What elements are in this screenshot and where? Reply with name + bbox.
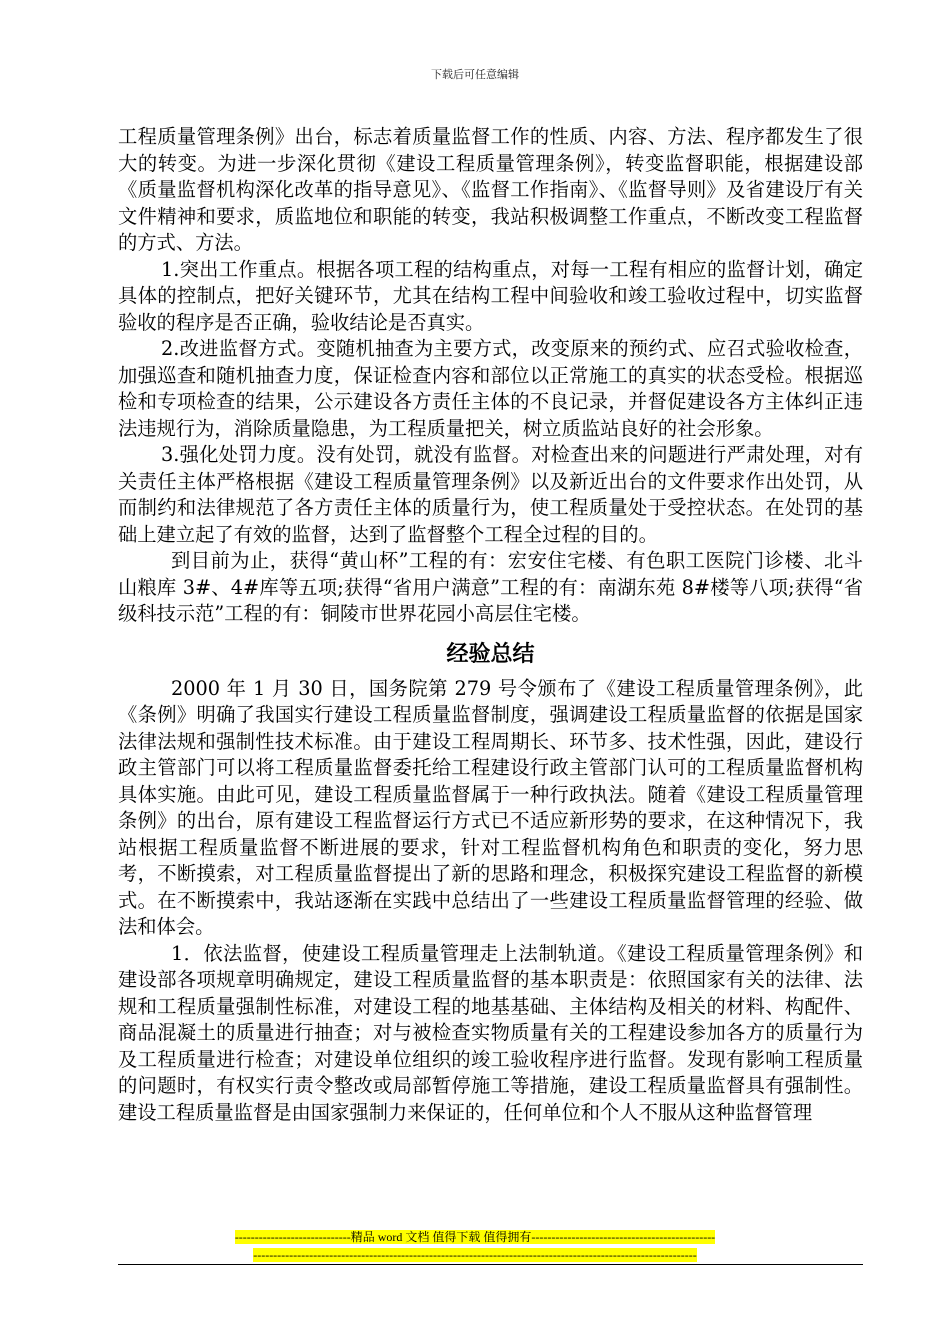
- document-body: [118, 124, 863, 1126]
- footer-rule: [118, 1264, 863, 1265]
- list-item-focus: 1.突出工作重点。根据各项工程的结构重点，对每一工程有相应的监督计划，确定具体的控制点，把好关键环节，尤其在结构工程中间验收和竣工验收过程中，切实监督验收的程序是否正确，验收结论是否真实。: [118, 257, 863, 334]
- list-item-penalty: 3.强化处罚力度。没有处罚，就没有监督。对检查出来的问题进行严肃处理，对有关责任主体严格根据《建设工程质量管理条例》以及新近出台的文件要求作出处罚，从而制约和法律规范了各方责任主体的质量行为，使工程质量处于受控状态。在处罚的基础上建立起了有效的监督，达到了监督整个工程全过程的目的。: [118, 443, 863, 546]
- section-heading: 经验总结: [446, 641, 535, 667]
- page-header-note: 下载后可任意编辑: [431, 68, 519, 81]
- footer-dash-line: ---------------------------------------------------------------------------------------------------------------: [253, 1248, 697, 1262]
- awards-paragraph: 到目前为止，获得“黄山杯”工程的有：宏安住宅楼、有色职工医院门诊楼、北斗山粮库 3#、4#库等五项;获得“省用户满意”工程的有：南湖东苑 8#楼等八项;获得“省级科技示范”工程的有：铜陵市世界花园小高层住宅楼。: [118, 549, 863, 625]
- summary-paragraph: 2000 年 1 月 30 日，国务院第 279 号令颁布了《建设工程质量管理条例》，此《条例》明确了我国实行建设工程质量监督制度，强调建设工程质量监督的依据是国家法律法规和强制性技术标准。由于建设工程周期长、环节多、技术性强，因此，建设行政主管部门可以将工程质量监督委托给工程建设行政主管部门认可的工程质量监督机构具体实施。由此可见，建设工程质量监督属于一种行政执法。随着《建设工程质量管理条例》的出台，原有建设工程监督运行方式已不适应新形势的要求，在这种情况下，我站根据工程质量监督不断进展的要求，针对工程监督机构角色和职责的变化，努力思考，不断摸索，对工程质量监督提出了新的思路和理念，积极探究建设工程监督的新模式。在不断摸索中，我站逐渐在实践中总结出了一些建设工程质量监督管理的经验、做法和体会。: [118, 676, 863, 938]
- page-footer: [0, 1228, 950, 1264]
- body-paragraph: 工程质量管理条例》出台，标志着质量监督工作的性质、内容、方法、程序都发生了很大的转变。为进一步深化贯彻《建设工程质量管理条例》，转变监督职能，根据建设部《质量监督机构深化改革的指导意见》、《监督工作指南》、《监督导则》及省建设厅有关文件精神和要求，质监地位和职能的转变，我站积极调整工作重点，不断改变工程监督的方式、方法。: [118, 125, 863, 254]
- list-item-method: 2.改进监督方式。变随机抽查为主要方式，改变原来的预约式、应召式验收检查，加强巡查和随机抽查力度，保证检查内容和部位以正常施工的真实的状态受检。根据巡检和专项检查的结果，公示建设各方责任主体的不良记录，并督促建设各方主体纠正违法违规行为，消除质量隐患，为工程质量把关，树立质监站良好的社会形象。: [118, 337, 863, 440]
- footer-banner: -----------------------------精品 word 文档 值得下载 值得拥有----------------------------------------------: [234, 1230, 716, 1244]
- list-item-law: 1．依法监督，使建设工程质量管理走上法制轨道。《建设工程质量管理条例》和建设部各项规章明确规定，建设工程质量监督的基本职责是：依照国家有关的法律、法规和工程质量强制性标准，对建设工程的地基基础、主体结构及相关的材料、构配件、商品混凝土的质量进行抽查；对与被检查实物质量有关的工程建设参加各方的质量行为及工程质量进行检查；对建设单位组织的竣工验收程序进行监督。发现有影响工程质量的问题时，有权实行责令整改或局部暂停施工等措施，建设工程质量监督具有强制性。建设工程质量监督是由国家强制力来保证的，任何单位和个人不服从这种监督管理: [118, 941, 863, 1124]
